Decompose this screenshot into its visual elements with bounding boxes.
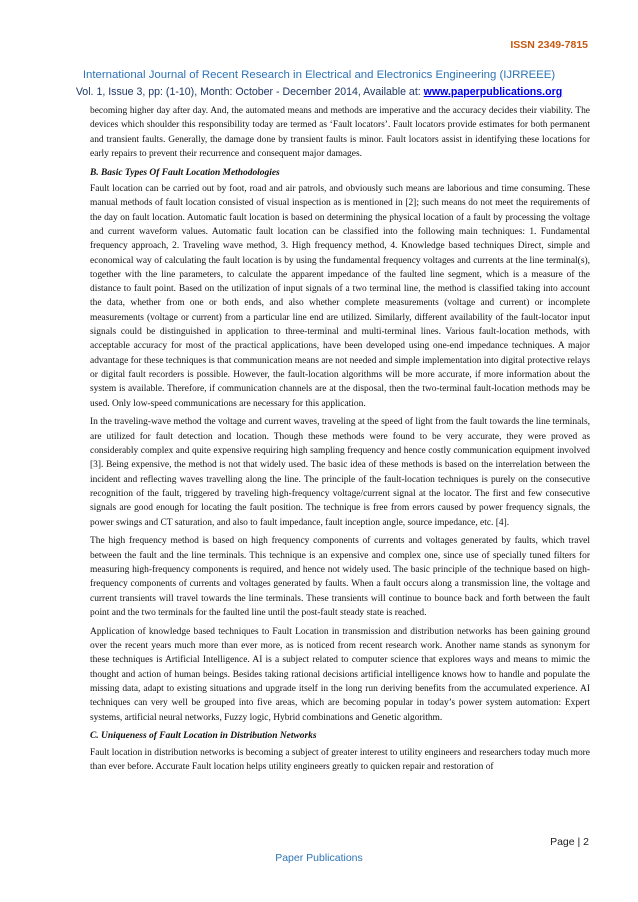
section-heading-b: B. Basic Types Of Fault Location Methodologies	[90, 167, 280, 178]
article-body	[90, 104, 590, 779]
journal-info	[0, 86, 638, 98]
page-number: Page | 2	[550, 836, 589, 848]
paragraph-knowledge-based: Application of knowledge based techniques to Fault Location in transmission and distribution networks has been gaining ground over the recent years much more than ever more, as is noticed from recent research work. Another name stands as synonym for these techniques is Artificial Intelligence. AI is a subject related to computer science that explores ways and means to mimic the thought and action of human beings. Besides taking rational decisions artificial intelligence knows how to handle and populate the missing data, adapt to existing situations and upgrade itself in the long run deriving benefits from the accumulated experience. AI techniques can very well be grouped into five areas, which are becoming popular in today’s power system automation: Expert systems, artificial neural networks, Fuzzy logic, Hybrid combinations and Genetic algorithm.	[90, 626, 590, 723]
paragraph-high-frequency: The high frequency method is based on high frequency components of currents and voltages generated by faults, which travel between the fault and the line terminals. This technique is an expensive and complex one, since use of specially tuned filters for measuring high-frequency components is required, and hence not widely used. The basic principle of the technique based on high-frequency components of currents and voltages generated by faults. When a fault occurs along a transmission line, the voltage and current transients will travel towards the line terminals. These transients will continue to bounce back and forth between the fault point and the two terminals for the faulted line until the post-fault steady state is reached.	[90, 536, 590, 618]
journal-info-text: Vol. 1, Issue 3, pp: (1-10), Month: October - December 2014, Available at:	[75, 86, 424, 98]
footer-publisher: Paper Publications	[275, 852, 363, 864]
journal-website-link[interactable]: www.paperpublications.org	[423, 86, 563, 98]
paragraph-fundamental-methods: Fault location can be carried out by foot, road and air patrols, and obviously such means are laborious and time consuming. These manual methods of fault location consisted of visual inspection as is mentioned in [2]; such means do not meet the requirements of the day on fault location. Automatic fault location is based on determining the physical location of a fault by processing the voltage and current waveform values. Automatic fault location can be classified into the following main techniques: 1. Fundamental frequency approach, 2. Traveling wave method, 3. High frequency method, 4. Knowledge based techniques Direct, simple and economical way of calculating the fault location is by using the fundamental frequency voltages and currents at the line terminal(s), together with the line parameters, to calculate the apparent impedance of the faulted line segment, which is a measure of the distance to fault point. Based on the utilization of input signals of a two terminal line, the method is classified taking into account the data, whether from one or both ends, and also whether complete measurements (voltage and current) or incomplete measurements (voltage or current) from a particular line end are utilized. Similarly, different availability of the fault-locator input signals could be distinguished in application to three-terminal and multi-terminal lines. Various fault-location methods, with acceptable accuracy for most of the practical applications, have been developed using one-end impedance techniques. A major advantage for these techniques is that communication means are not needed and simple implementation into digital protective relays or digital fault recorders is possible. However, the fault-location algorithms will be more accurate, if more information about the system is available. Therefore, if communication channels are at the disposal, then the two-terminal fault-location methods may be used. Only low-speed communications are necessary for this application.	[90, 184, 590, 409]
issn-label: ISSN 2349-7815	[510, 39, 588, 51]
section-heading-c: C. Uniqueness of Fault Location in Distribution Networks	[90, 731, 317, 742]
paragraph-distribution-networks: Fault location in distribution networks is becoming a subject of greater interest to utility engineers and researchers today much more than ever before. Accurate Fault location helps utility engineers greatly to quicken repair and restoration of	[90, 747, 590, 773]
paragraph-intro: becoming higher day after day. And, the automated means and methods are imperative and the accuracy decides their viability. The devices which shoulder this responsibility today are termed as ‘Fault locators’. Fault locators provide estimates for both permanent and transient faults. Generally, the damage done by transient faults is minor. Fault locators assist in identifying these locations for early repairs to prevent their recurrence and consequent major damages.	[90, 106, 590, 159]
journal-title: International Journal of Recent Research in Electrical and Electronics Engineering (IJRREEE)	[82, 69, 556, 81]
paragraph-traveling-wave: In the traveling-wave method the voltage and current waves, traveling at the speed of light from the fault towards the line terminals, are utilized for fault detection and location. Though these methods were found to be very accurate, they were proved as considerably complex and quite expensive requiring high sampling frequency and hence costly communication equipment involved [3]. Being expensive, the method is not that widely used. The basic idea of these methods is based on the interrelation between the incident and reflecting waves travelling along the line. The principle of the fault-location techniques is purely on the consecutive recognition of the fault, triggered by traveling high-frequency voltage/current signal at the locator. The first and few consecutive signals are good enough for locating the fault position. The technique is free from errors caused by power frequency signals, the power swings and CT saturation, and also to fault impedance, fault inception angle, source impedance, etc. [4].	[90, 417, 590, 528]
